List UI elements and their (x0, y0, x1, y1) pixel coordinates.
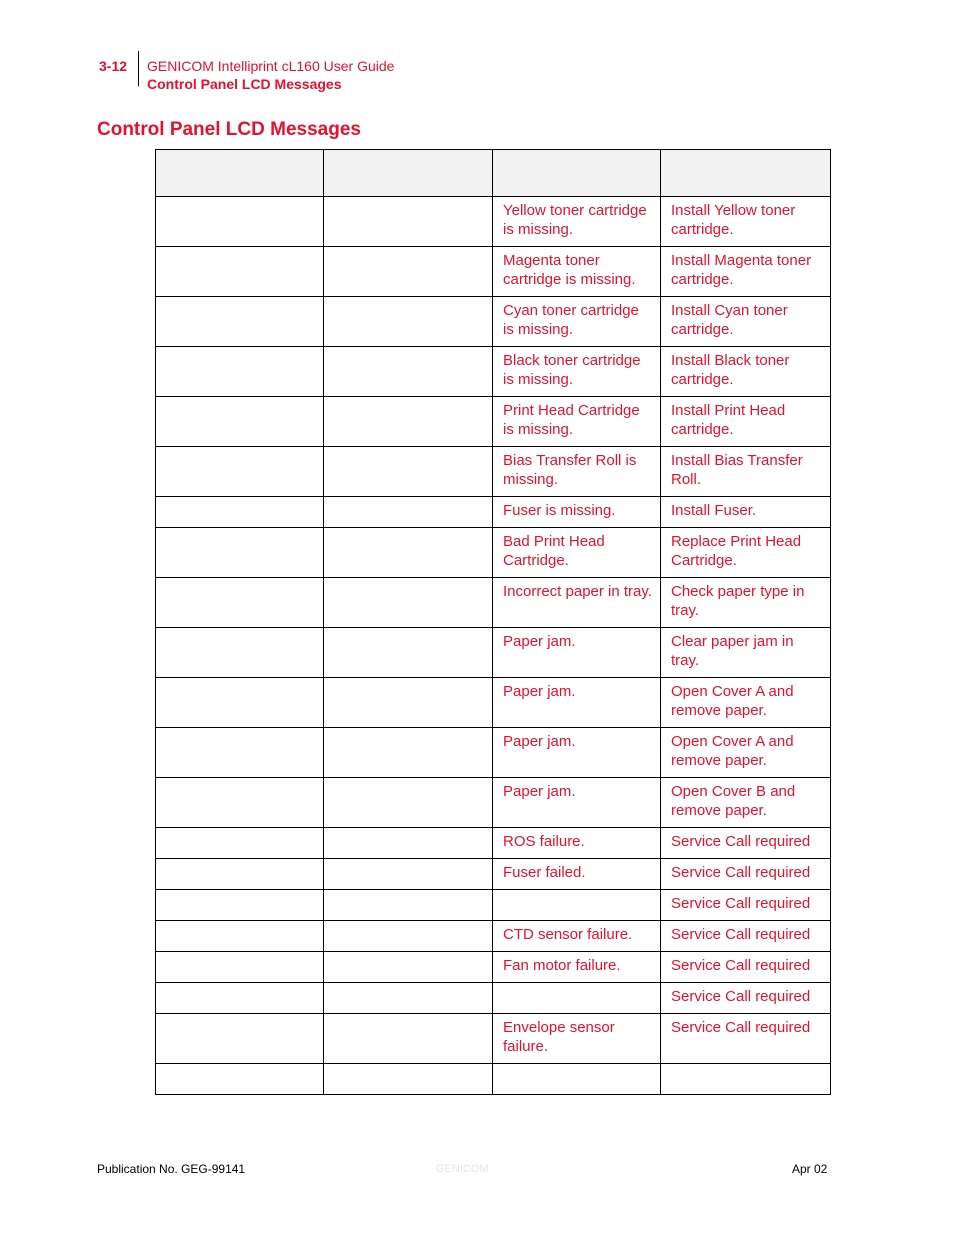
header-divider (138, 51, 139, 86)
table-cell (156, 678, 324, 728)
table-cell: Print Head Cartridge is missing. (493, 397, 661, 447)
table-cell (324, 921, 493, 952)
table-cell (156, 1014, 324, 1064)
table-row (156, 828, 831, 859)
table-cell (324, 447, 493, 497)
table-cell (324, 890, 493, 921)
table-row (156, 447, 831, 497)
header-cell (493, 150, 661, 197)
table-cell (324, 497, 493, 528)
page-heading: Control Panel LCD Messages (97, 119, 361, 140)
table-cell: Bias Transfer Roll is missing. (493, 447, 661, 497)
table-row (156, 859, 831, 890)
table-row (156, 578, 831, 628)
table-cell (156, 528, 324, 578)
table-row (156, 778, 831, 828)
table-cell: Install Yellow toner cartridge. (661, 197, 831, 247)
table-cell (156, 447, 324, 497)
table-cell (156, 578, 324, 628)
table-body (156, 197, 831, 1095)
table-cell (156, 397, 324, 447)
table-cell: Install Bias Transfer Roll. (661, 447, 831, 497)
table-row (156, 678, 831, 728)
table-row (156, 1064, 831, 1095)
table-cell (324, 628, 493, 678)
table-cell (156, 859, 324, 890)
table-cell: CTD sensor failure. (493, 921, 661, 952)
table-cell (156, 952, 324, 983)
table-cell (156, 728, 324, 778)
table-cell (156, 197, 324, 247)
table-row (156, 983, 831, 1014)
table-row (156, 890, 831, 921)
table-cell (493, 890, 661, 921)
header-cell (661, 150, 831, 197)
table-cell (156, 778, 324, 828)
table-cell (324, 952, 493, 983)
table-cell: Check paper type in tray. (661, 578, 831, 628)
section-title: Control Panel LCD Messages (147, 76, 342, 92)
table-cell: Replace Print Head Cartridge. (661, 528, 831, 578)
table-cell: ROS failure. (493, 828, 661, 859)
table-cell: Incorrect paper in tray. (493, 578, 661, 628)
table-row (156, 297, 831, 347)
table-cell (324, 528, 493, 578)
table-row (156, 347, 831, 397)
table-cell (156, 297, 324, 347)
table-cell (324, 728, 493, 778)
table-cell: Fuser is missing. (493, 497, 661, 528)
table-cell: Bad Print Head Cartridge. (493, 528, 661, 578)
page-number: 3-12 (99, 58, 128, 74)
table-row (156, 1014, 831, 1064)
table-cell (156, 828, 324, 859)
table-cell: Fan motor failure. (493, 952, 661, 983)
table-cell: Service Call required (661, 921, 831, 952)
table-row (156, 397, 831, 447)
table-cell: Open Cover A and remove paper. (661, 678, 831, 728)
table-cell: Install Fuser. (661, 497, 831, 528)
table-cell (324, 678, 493, 728)
table-cell: Install Print Head cartridge. (661, 397, 831, 447)
table-cell (324, 859, 493, 890)
table-cell: Service Call required (661, 983, 831, 1014)
table-cell: Yellow toner cartridge is missing. (493, 197, 661, 247)
table-cell: Paper jam. (493, 778, 661, 828)
table-cell (324, 1014, 493, 1064)
publication-number: Publication No. GEG-99141 (97, 1162, 246, 1176)
table-cell (493, 1064, 661, 1095)
table-cell: Install Magenta toner cartridge. (661, 247, 831, 297)
lcd-messages-table (155, 149, 831, 1095)
table-row (156, 197, 831, 247)
document-title: GENICOM Intelliprint cL160 User Guide (147, 58, 395, 74)
table-cell: Install Black toner cartridge. (661, 347, 831, 397)
table-row (156, 952, 831, 983)
table-cell: Install Cyan toner cartridge. (661, 297, 831, 347)
table-cell: Paper jam. (493, 678, 661, 728)
table-cell (324, 297, 493, 347)
publication-date: Apr 02 (792, 1162, 828, 1176)
table-cell: Magenta toner cartridge is missing. (493, 247, 661, 297)
table-cell: Envelope sensor failure. (493, 1014, 661, 1064)
table-cell (156, 890, 324, 921)
table-cell (156, 347, 324, 397)
table-cell: Service Call required (661, 890, 831, 921)
table-cell: Service Call required (661, 859, 831, 890)
table-cell: Cyan toner cartridge is missing. (493, 297, 661, 347)
table-header-row (156, 150, 831, 197)
table-cell (324, 197, 493, 247)
table-row (156, 921, 831, 952)
table-row (156, 247, 831, 297)
table-cell (324, 1064, 493, 1095)
table-row (156, 497, 831, 528)
footer-watermark: GENICOM (436, 1163, 489, 1175)
table-row (156, 528, 831, 578)
table-cell (324, 247, 493, 297)
header-cell (324, 150, 493, 197)
table-cell: Paper jam. (493, 728, 661, 778)
table-cell (324, 983, 493, 1014)
table-cell: Service Call required (661, 1014, 831, 1064)
table-cell: Clear paper jam in tray. (661, 628, 831, 678)
table-cell (324, 347, 493, 397)
table-cell: Paper jam. (493, 628, 661, 678)
table-cell (324, 578, 493, 628)
table-cell (156, 983, 324, 1014)
table-cell: Service Call required (661, 952, 831, 983)
table-cell: Service Call required (661, 828, 831, 859)
table-cell (324, 778, 493, 828)
table-cell: Open Cover B and remove paper. (661, 778, 831, 828)
table-cell (156, 247, 324, 297)
table-cell (156, 921, 324, 952)
table-cell (156, 1064, 324, 1095)
table-cell (661, 1064, 831, 1095)
table-cell: Black toner cartridge is missing. (493, 347, 661, 397)
table-cell (493, 983, 661, 1014)
table-row (156, 728, 831, 778)
table-cell (156, 628, 324, 678)
table-cell (324, 397, 493, 447)
header-cell (156, 150, 324, 197)
table-cell (156, 497, 324, 528)
table-cell: Fuser failed. (493, 859, 661, 890)
table-cell (324, 828, 493, 859)
table-cell: Open Cover A and remove paper. (661, 728, 831, 778)
table-row (156, 628, 831, 678)
